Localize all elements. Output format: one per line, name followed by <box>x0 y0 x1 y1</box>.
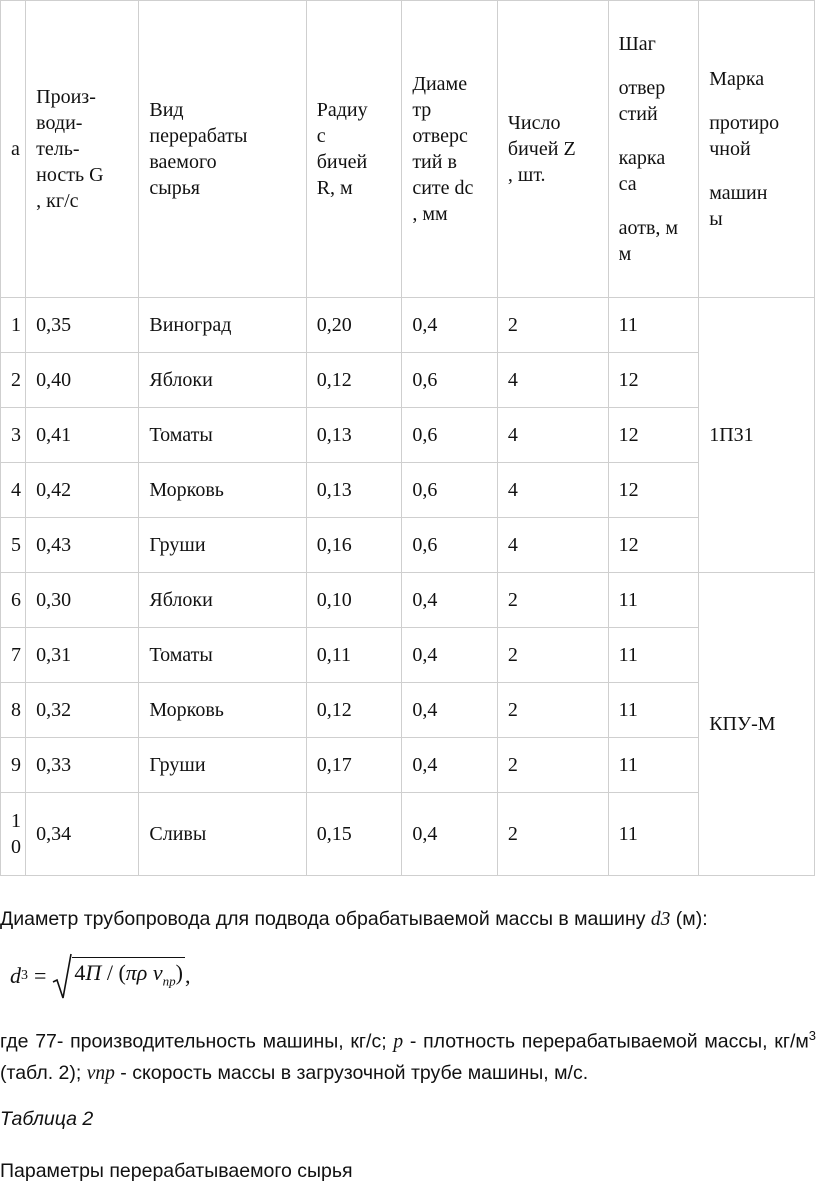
paragraph-definitions: где 77- производительность машины, кг/с; р - плотность перерабатываемой массы, $кг/м^3$ (табл. 2); vпр - скорость массы в загрузочной трубе машины, м/с. <box>0 1028 816 1084</box>
cell-hole-pitch: 12 <box>608 518 699 573</box>
cell-beater-count: 2 <box>497 738 608 793</box>
cell-beater-count: 2 <box>497 573 608 628</box>
cell-beater-count: 4 <box>497 518 608 573</box>
table-header-row <box>1 1 815 298</box>
cell-radius: 0,10 <box>306 573 402 628</box>
header-index: а <box>1 1 26 298</box>
cell-hole-pitch: 12 <box>608 353 699 408</box>
sqrt-sign-icon <box>52 952 72 1000</box>
cell-index: 8 <box>1 683 26 738</box>
cell-hole-diameter: 0,4 <box>402 738 498 793</box>
cell-hole-diameter: 0,6 <box>402 408 498 463</box>
cell-index: 1 0 <box>1 793 26 876</box>
cell-raw-type: Яблоки <box>139 353 306 408</box>
cell-hole-pitch: 11 <box>608 793 699 876</box>
cell-hole-diameter: 0,4 <box>402 628 498 683</box>
table-row <box>1 518 815 573</box>
cell-machine-brand-group-2: КПУ-М <box>699 573 815 876</box>
cell-radius: 0,12 <box>306 683 402 738</box>
cell-hole-pitch: 11 <box>608 573 699 628</box>
cell-productivity: 0,40 <box>26 353 139 408</box>
cell-hole-pitch: 12 <box>608 463 699 518</box>
cell-productivity: 0,41 <box>26 408 139 463</box>
sqrt-radicand: 4П / (πρ $v_{пр}$) <box>72 957 185 989</box>
cell-raw-type: Виноград <box>139 298 306 353</box>
cell-productivity: 0,34 <box>26 793 139 876</box>
cell-productivity: 0,42 <box>26 463 139 518</box>
header-productivity: Произ- води- тель- ность G , кг/с <box>26 1 139 298</box>
symbol-d3: d3 <box>650 909 671 930</box>
cell-productivity: 0,33 <box>26 738 139 793</box>
table-row <box>1 683 815 738</box>
paragraph-pipe-diameter: Диаметр трубопровода для подвода обрабатываемой массы в машину d3 (м): <box>0 908 708 930</box>
cell-raw-type: Груши <box>139 518 306 573</box>
cell-index: 6 <box>1 573 26 628</box>
cell-raw-type: Морковь <box>139 683 306 738</box>
table-row <box>1 353 815 408</box>
cell-hole-diameter: 0,4 <box>402 683 498 738</box>
cell-index: 4 <box>1 463 26 518</box>
cell-raw-type: Сливы <box>139 793 306 876</box>
cell-radius: 0,16 <box>306 518 402 573</box>
header-hole-pitch: Шаг отвер стий карка са aотв, м м <box>608 1 699 298</box>
table-row <box>1 408 815 463</box>
header-hole-diameter: Диаме тр отверс тий в сите dc , мм <box>402 1 498 298</box>
table-row <box>1 463 815 518</box>
cell-hole-diameter: 0,6 <box>402 353 498 408</box>
table-row <box>1 628 815 683</box>
cell-index: 3 <box>1 408 26 463</box>
cell-productivity: 0,30 <box>26 573 139 628</box>
cell-raw-type: Груши <box>139 738 306 793</box>
cell-hole-pitch: 12 <box>608 408 699 463</box>
cell-hole-diameter: 0,4 <box>402 298 498 353</box>
cell-index: 9 <box>1 738 26 793</box>
header-radius: Радиу с бичей R, м <box>306 1 402 298</box>
cell-hole-diameter: 0,4 <box>402 573 498 628</box>
cell-radius: 0,12 <box>306 353 402 408</box>
cell-radius: 0,20 <box>306 298 402 353</box>
cell-productivity: 0,32 <box>26 683 139 738</box>
cell-index: 2 <box>1 353 26 408</box>
header-raw-type: Вид перерабаты ваемого сырья <box>139 1 306 298</box>
table-row <box>1 298 815 353</box>
table-row <box>1 738 815 793</box>
cell-index: 1 <box>1 298 26 353</box>
header-beater-count: Число бичей Z , шт. <box>497 1 608 298</box>
cell-raw-type: Морковь <box>139 463 306 518</box>
cell-radius: 0,11 <box>306 628 402 683</box>
cell-hole-pitch: 11 <box>608 738 699 793</box>
cell-productivity: 0,43 <box>26 518 139 573</box>
table2-caption: Таблица 2 <box>0 1108 94 1130</box>
cell-index: 5 <box>1 518 26 573</box>
cell-beater-count: 2 <box>497 628 608 683</box>
cell-beater-count: 4 <box>497 353 608 408</box>
table2-title: Параметры перерабатываемого сырья <box>0 1160 353 1182</box>
cell-hole-pitch: 11 <box>608 683 699 738</box>
cell-beater-count: 2 <box>497 683 608 738</box>
cell-radius: 0,13 <box>306 408 402 463</box>
cell-radius: 0,17 <box>306 738 402 793</box>
cell-hole-diameter: 0,6 <box>402 518 498 573</box>
cell-hole-pitch: 11 <box>608 628 699 683</box>
cell-hole-diameter: 0,6 <box>402 463 498 518</box>
header-machine-brand: Марка протиро чной машин ы <box>699 1 815 298</box>
cell-raw-type: Яблоки <box>139 573 306 628</box>
cell-hole-diameter: 0,4 <box>402 793 498 876</box>
cell-beater-count: 2 <box>497 793 608 876</box>
cell-productivity: 0,35 <box>26 298 139 353</box>
table-row <box>1 573 815 628</box>
cell-productivity: 0,31 <box>26 628 139 683</box>
cell-index: 7 <box>1 628 26 683</box>
cell-raw-type: Томаты <box>139 628 306 683</box>
cell-hole-pitch: 11 <box>608 298 699 353</box>
cell-raw-type: Томаты <box>139 408 306 463</box>
cell-beater-count: 4 <box>497 408 608 463</box>
formula-d3: d 3 = 4П / (πρ $v_{пр}$) , <box>10 950 190 1002</box>
cell-machine-brand-group-1: 1П31 <box>699 298 815 573</box>
cell-beater-count: 2 <box>497 298 608 353</box>
cell-beater-count: 4 <box>497 463 608 518</box>
cell-radius: 0,13 <box>306 463 402 518</box>
table-row <box>1 793 815 876</box>
cell-radius: 0,15 <box>306 793 402 876</box>
